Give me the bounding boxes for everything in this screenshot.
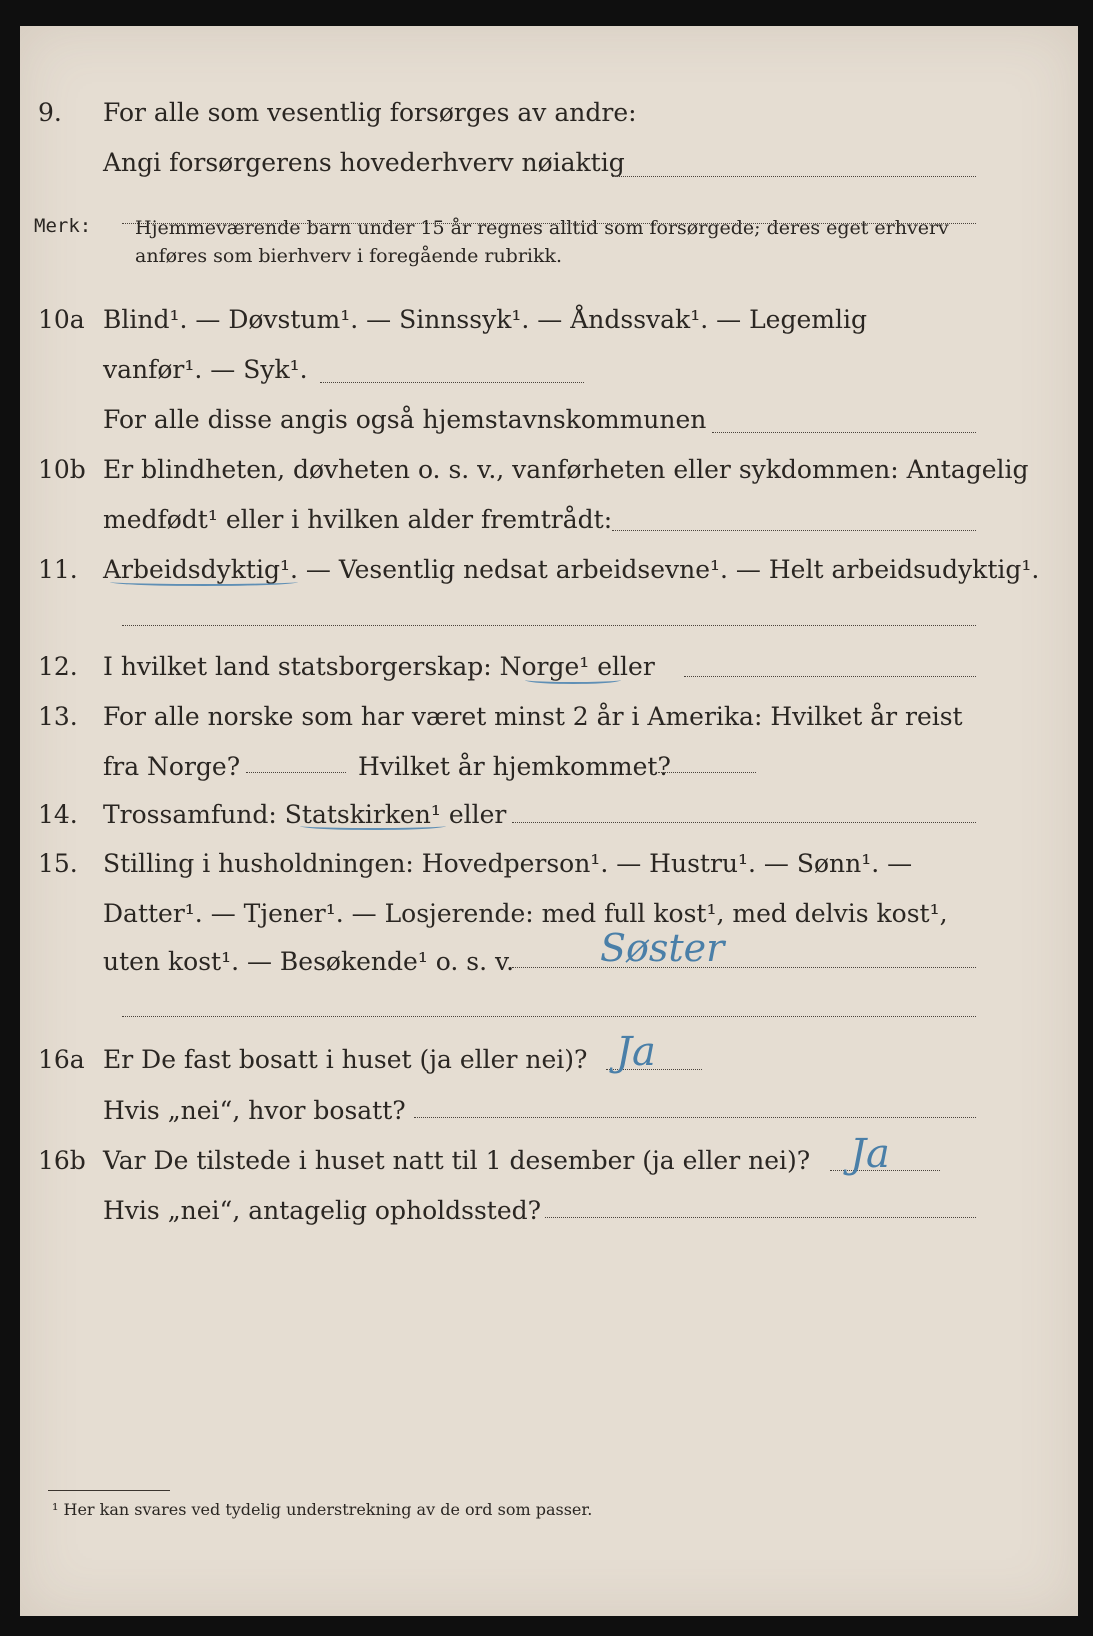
q13-hjemkommet-field[interactable] [658, 772, 756, 773]
q13-line1: For alle norske som har været minst 2 år i Amerika: Hvilket år reist [103, 702, 963, 731]
q10a-line3: For alle disse angis også hjemstavnskommunen [103, 405, 707, 434]
q10b-answer-field[interactable] [612, 530, 976, 531]
q16b-opholdssted-field[interactable] [545, 1217, 976, 1218]
q12-answer-field[interactable] [684, 676, 976, 677]
merk-label: Merk: [34, 215, 92, 237]
q9-answer-field[interactable] [612, 176, 976, 177]
q14-underline-mark [300, 822, 446, 830]
q16b-line2: Hvis „nei“, antagelig opholdssted? [103, 1196, 542, 1225]
q14-answer-field[interactable] [512, 822, 976, 823]
item-number-15: 15. [38, 849, 78, 878]
item-number-10b: 10b [38, 455, 86, 484]
q16a-line1: Er De fast bosatt i huset (ja eller nei)? [103, 1045, 588, 1074]
item-number-11: 11. [38, 555, 78, 584]
q13-reist-field[interactable] [246, 772, 346, 773]
q10a-line1: Blind¹. — Døvstum¹. — Sinnssyk¹. — Åndssvak¹. — Legemlig [103, 305, 867, 334]
q11-underline-mark [110, 578, 298, 586]
q13-line2a: fra Norge? [103, 752, 241, 781]
q10b-line1: Er blindheten, døvheten o. s. v., vanførheten eller sykdommen: Antagelig [103, 455, 1029, 484]
q9-line2: Angi forsørgerens hovederhverv nøiaktig [103, 148, 625, 177]
item-number-14: 14. [38, 800, 78, 829]
item-number-12: 12. [38, 652, 78, 681]
q10b-line2: medfødt¹ eller i hvilken alder fremtrådt: [103, 505, 613, 534]
item-number-13: 13. [38, 702, 78, 731]
q15-line1: Stilling i husholdningen: Hovedperson¹. — Hustru¹. — Sønn¹. — [103, 849, 913, 878]
q16b-line1: Var De tilstede i huset natt til 1 desember (ja eller nei)? [103, 1146, 811, 1175]
q10a-hjemstavn-field[interactable] [712, 432, 976, 433]
q16b-handwritten-answer: Ja [850, 1131, 890, 1177]
q9-line1: For alle som vesentlig forsørges av andre: [103, 98, 637, 127]
q11-line1: Arbeidsdyktig¹. — Vesentlig nedsat arbeidsevne¹. — Helt arbeidsudyktig¹. [103, 555, 1040, 584]
q14-line1: Trossamfund: Statskirken¹ eller [103, 800, 507, 829]
q12-underline-mark [525, 676, 621, 684]
q15-handwritten-answer: Søster [600, 926, 725, 970]
item-number-9: 9. [38, 98, 62, 127]
merk-note: Hjemmeværende barn under 15 år regnes alltid som forsørgede; deres eget erhverv anføres som bierhverv i foregående rubrikk. [135, 217, 949, 267]
q15-line3: uten kost¹. — Besøkende¹ o. s. v. [103, 947, 515, 976]
footnote-divider [48, 1490, 170, 1491]
item-number-16b: 16b [38, 1146, 86, 1175]
item-number-16a: 16a [38, 1045, 85, 1074]
q15-answer-line[interactable] [122, 1016, 976, 1017]
q15-line2: Datter¹. — Tjener¹. — Losjerende: med full kost¹, med delvis kost¹, [103, 899, 948, 928]
q16a-bosatt-field[interactable] [414, 1117, 976, 1118]
q11-answer-line[interactable] [122, 625, 976, 626]
q10a-answer-field[interactable] [320, 382, 584, 383]
q16a-handwritten-answer: Ja [616, 1029, 656, 1075]
q10a-line2: vanfør¹. — Syk¹. [103, 355, 308, 384]
q16a-line2: Hvis „nei“, hvor bosatt? [103, 1096, 406, 1125]
q15-answer-field[interactable] [512, 967, 976, 968]
footnote: ¹ Her kan svares ved tydelig understrekning av de ord som passer. [52, 1500, 593, 1519]
item-number-10a: 10a [38, 305, 85, 334]
q13-line2b: Hvilket år hjemkommet? [358, 752, 671, 781]
q12-line1: I hvilket land statsborgerskap: Norge¹ eller [103, 652, 655, 681]
